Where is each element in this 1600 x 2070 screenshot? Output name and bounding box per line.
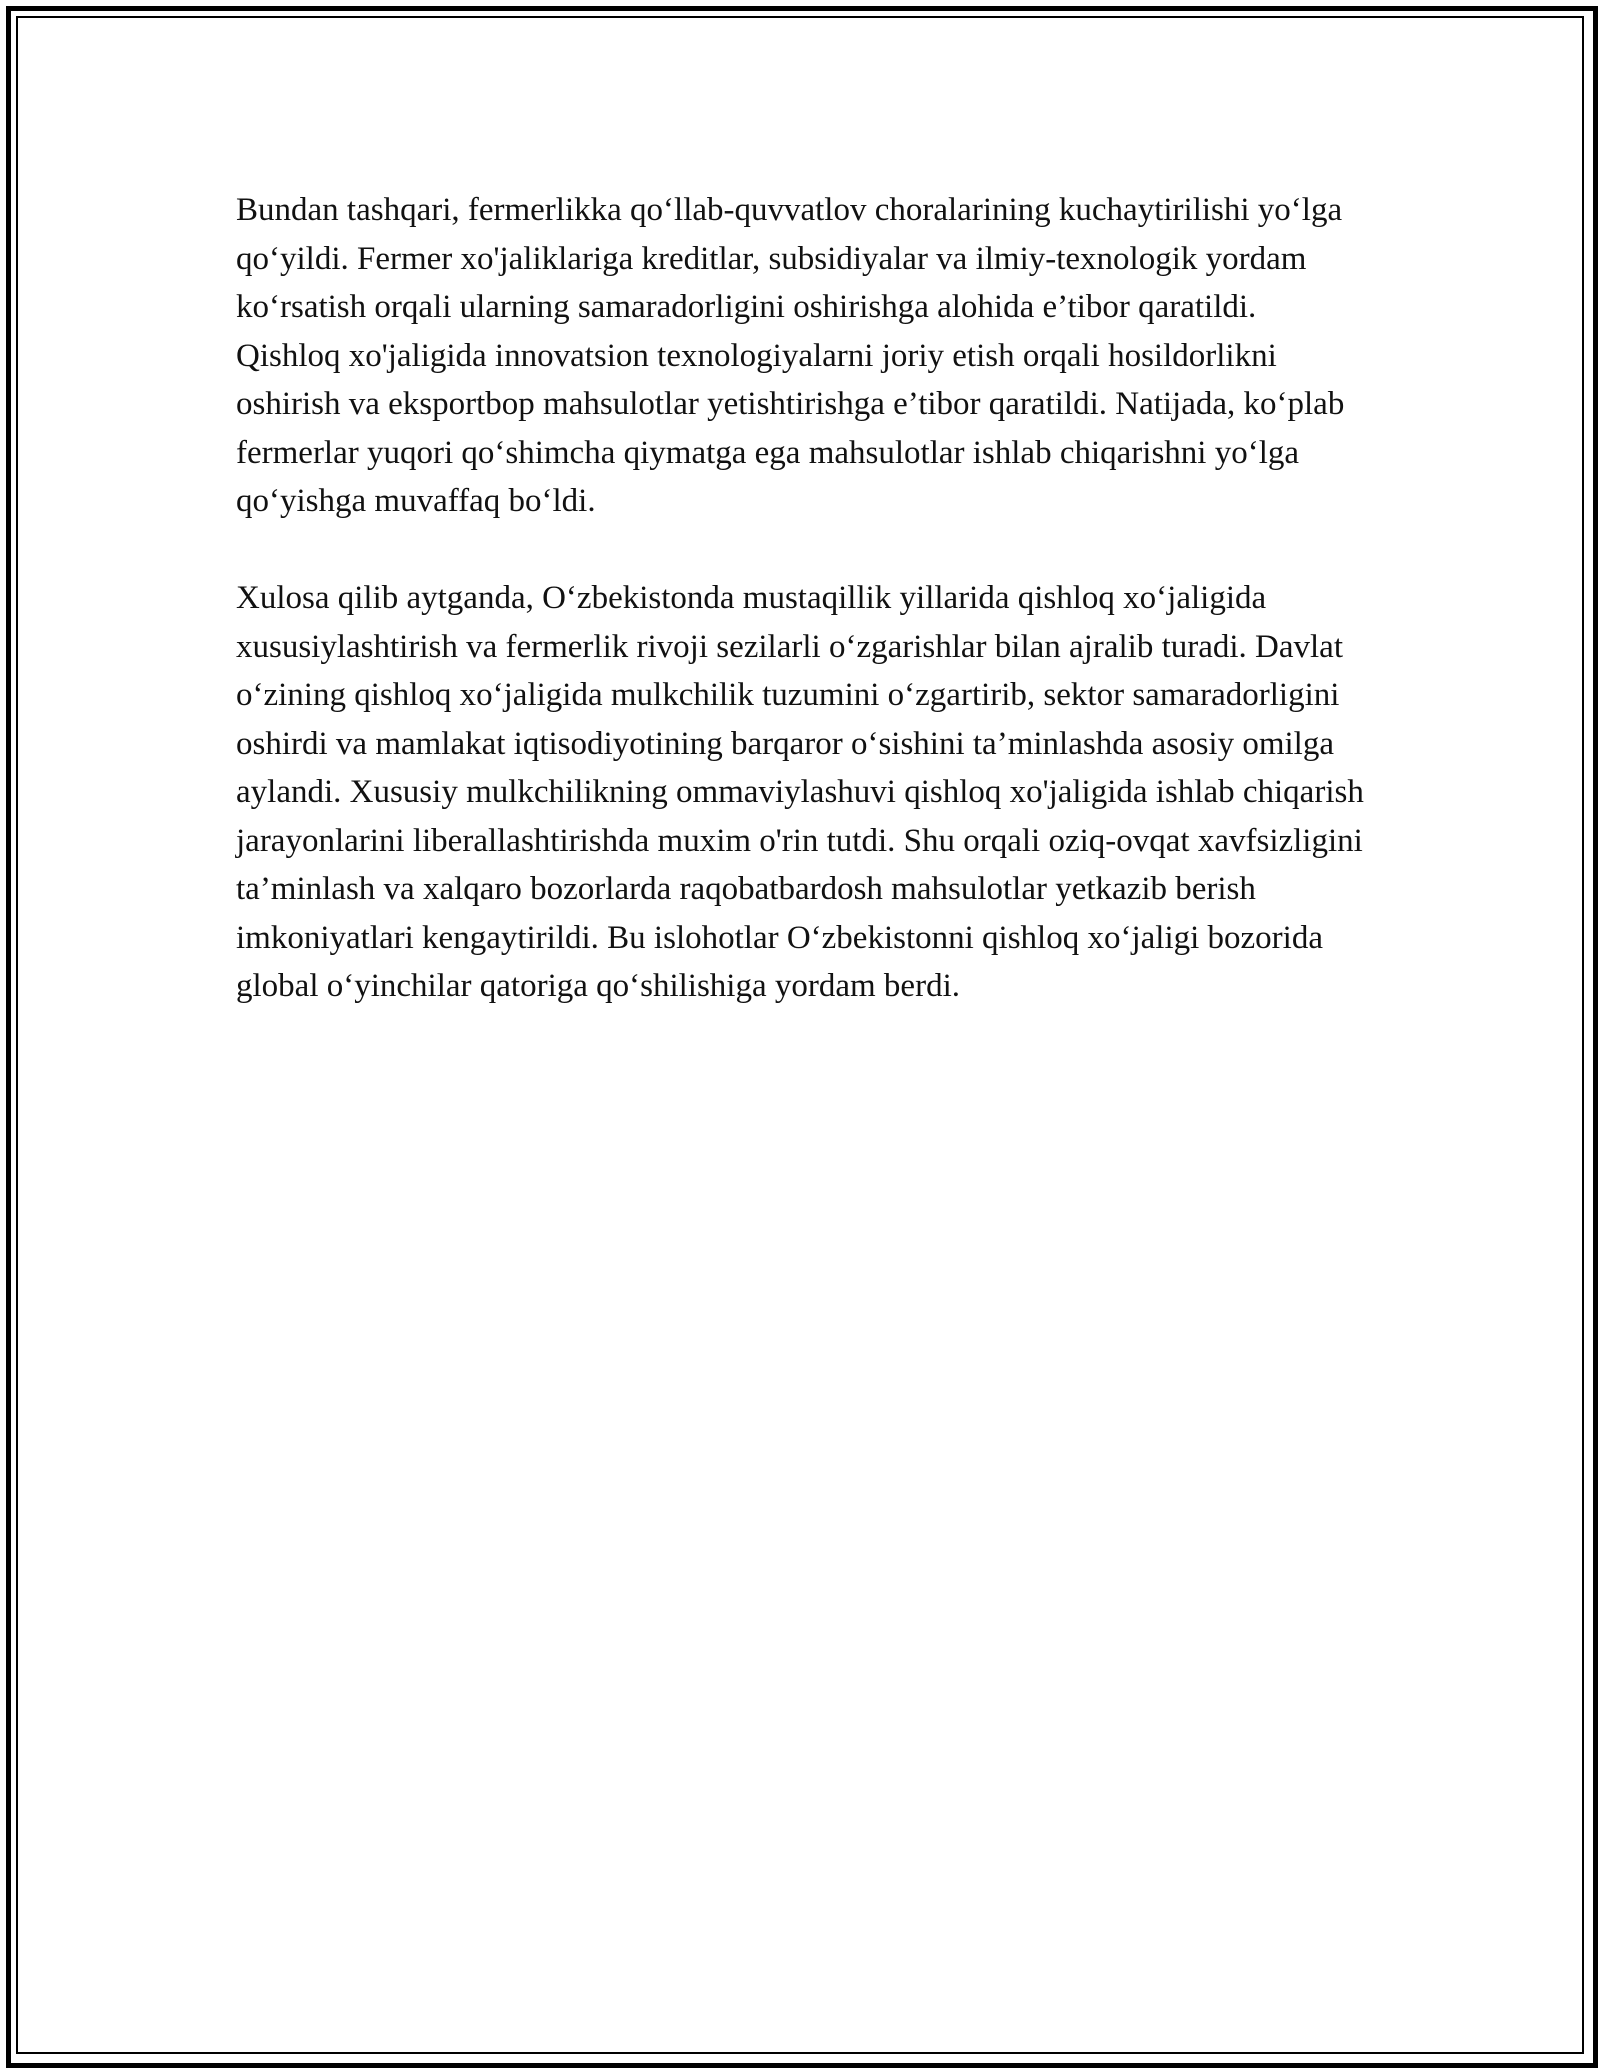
paragraph-2: Xulosa qilib aytganda, O‘zbekistonda mustaqillik yillarida qishloq xo‘jaligida xususiylashtirish va fermerlik rivoji sezilarli o‘zgarishlar bilan ajralib turadi. Davlat o‘zining qishloq xo‘jaligida mulkchilik tuzumini o‘zgartirib, sektor samaradorligini oshirdi va mamlakat iqtisodiyotining barqaror o‘sishini ta’minlashda asosiy omilga aylandi. Xususiy mulkchilikning ommaviylashuvi qishloq xo'jaligida ishlab chiqarish jarayonlarini liberallashtirishda muxim o'rin tutdi. Shu orqali oziq-ovqat xavfsizligini ta’minlash va xalqaro bozorlarda raqobatbardosh mahsulotlar yetkazib berish imkoniyatlari kengaytirildi. Bu islohotlar O‘zbekistonni qishloq xo‘jaligi bozorida global o‘yinchilar qatoriga qo‘shilishiga yordam berdi. xyxy=(236,580,1364,1004)
document-body xyxy=(236,186,1366,1011)
paragraph-1: Bundan tashqari, fermerlikka qo‘llab-quvvatlov choralarining kuchaytirilishi yo‘lga qo‘yildi. Fermer xo'jaliklariga kreditlar, subsidiyalar va ilmiy-texnologik yordam ko‘rsatish orqali ularning samaradorligini oshirishga alohida e’tibor qaratildi. Qishloq xo'jaligida innovatsion texnologiyalarni joriy etish orqali hosildorlikni oshirish va eksportbop mahsulotlar yetishtirishga e’tibor qaratildi. Natijada, ko‘plab fermerlar yuqori qo‘shimcha qiymatga ega mahsulotlar ishlab chiqarishni yo‘lga qo‘yishga muvaffaq bo‘ldi. xyxy=(236,192,1345,519)
